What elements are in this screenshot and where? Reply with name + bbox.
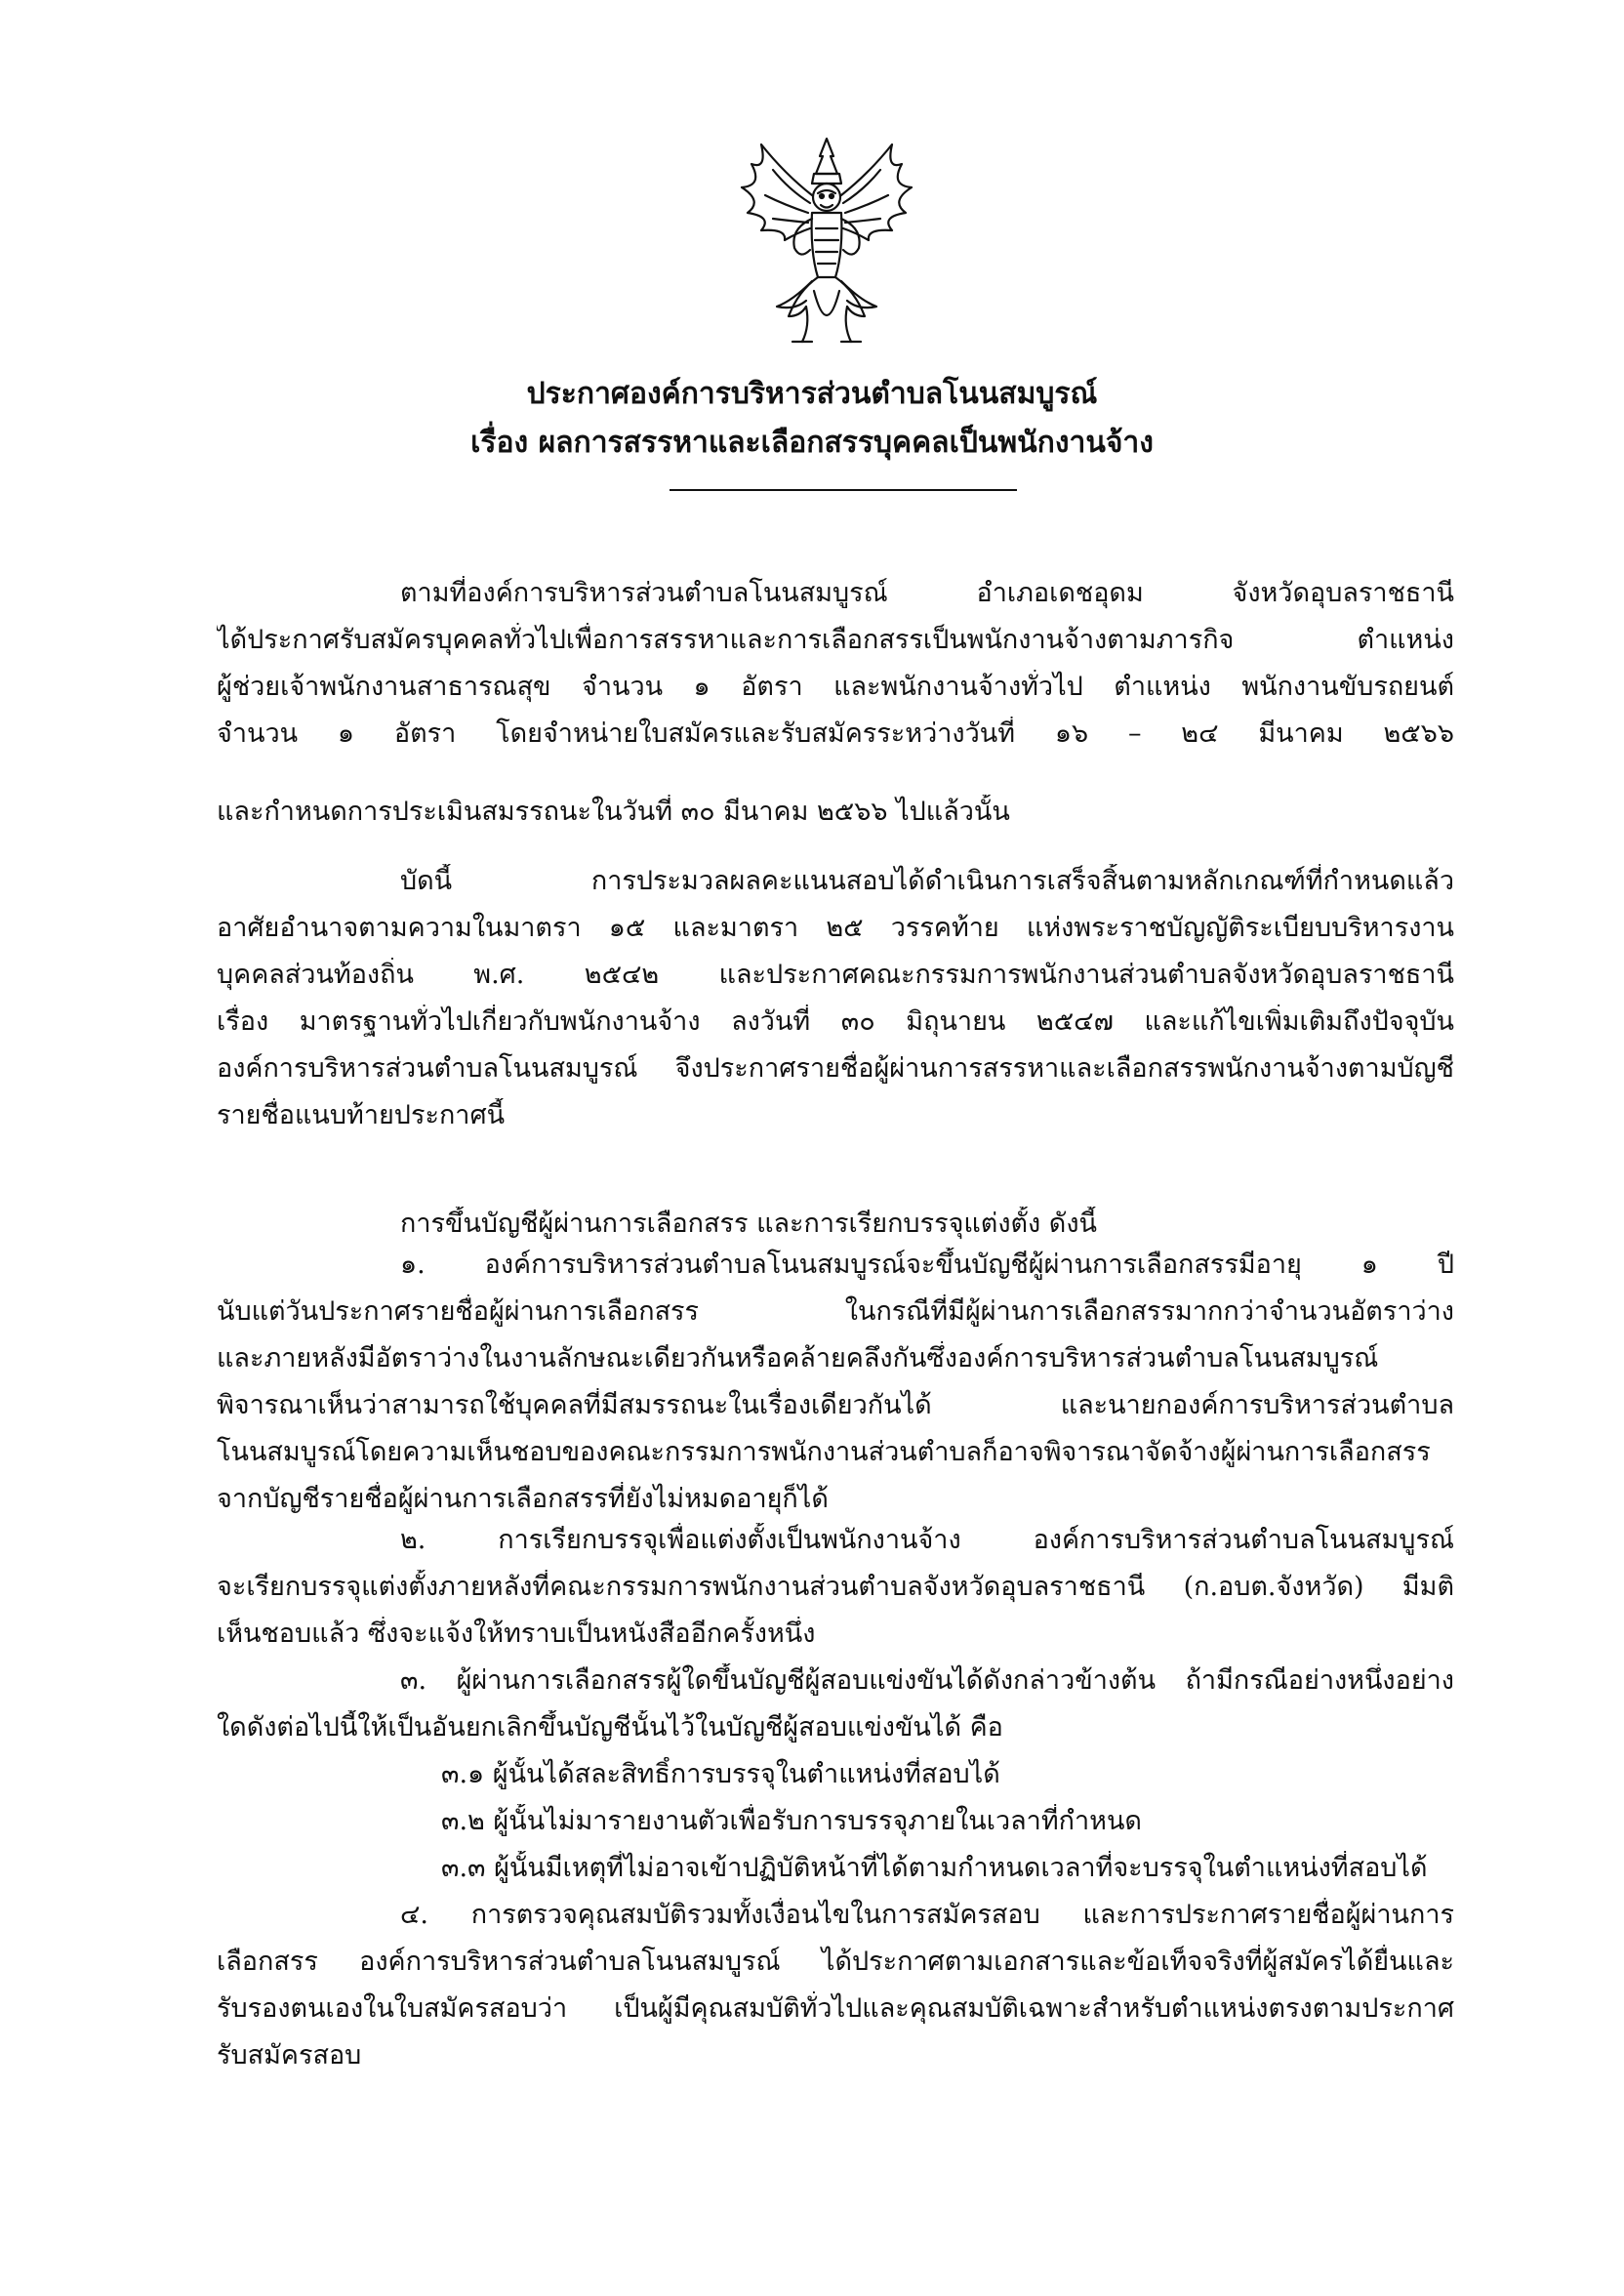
item2-line: ๒. การเรียกบรรจุเพื่อแต่งตั้งเป็นพนักงานจ้าง องค์การบริหารส่วนตำบลโนนสมบูรณ์ xyxy=(400,1525,1454,1555)
item1-line: โนนสมบูรณ์โดยความเห็นชอบของคณะกรรมการพนักงานส่วนตำบลก็อาจพิจารณาจัดจ้างผู้ผ่านการเลือกสรร xyxy=(217,1437,1431,1467)
paragraph1-line: ตามที่องค์การบริหารส่วนตำบลโนนสมบูรณ์ อำเภอเดชอุดม จังหวัดอุบลราชธานี xyxy=(400,578,1454,608)
item3-line: ใดดังต่อไปนี้ให้เป็นอันยกเลิกขึ้นบัญชีนั้นไว้ในบัญชีผู้สอบแข่งขันได้ คือ xyxy=(217,1712,1003,1742)
item3-subitem: ๓.๒ ผู้นั้นไม่มารายงานตัวเพื่อรับการบรรจุภายในเวลาที่กำหนด xyxy=(441,1806,1142,1836)
garuda-emblem-icon xyxy=(734,135,919,349)
item2-line: เห็นชอบแล้ว ซึ่งจะแจ้งให้ทราบเป็นหนังสืออีกครั้งหนึ่ง xyxy=(217,1619,816,1649)
item3-subitem: ๓.๓ ผู้นั้นมีเหตุที่ไม่อาจเข้าปฏิบัติหน้าที่ได้ตามกำหนดเวลาที่จะบรรจุในตำแหน่งที่สอบได้ xyxy=(441,1853,1428,1883)
item1-line: และภายหลังมีอัตราว่างในงานลักษณะเดียวกันหรือคล้ายคลึงกันซึ่งองค์การบริหารส่วนตำบลโนนสมบูรณ์ xyxy=(217,1343,1379,1374)
paragraph2-line: อาศัยอำนาจตามความในมาตรา ๑๕ และมาตรา ๒๕ วรรคท้าย แห่งพระราชบัญญัติระเบียบบริหารงาน xyxy=(217,913,1454,943)
item2-line: จะเรียกบรรจุแต่งตั้งภายหลังที่คณะกรรมการพนักงานส่วนตำบลจังหวัดอุบลราชธานี (ก.อบต.จังหวัด) มีมติ xyxy=(217,1572,1454,1602)
paragraph2-line: องค์การบริหารส่วนตำบลโนนสมบูรณ์ จึงประกาศรายชื่อผู้ผ่านการสรรหาและเลือกสรรพนักงานจ้างตามบัญชี xyxy=(217,1053,1454,1084)
title-divider xyxy=(670,489,1017,491)
item4-line: เลือกสรร องค์การบริหารส่วนตำบลโนนสมบูรณ์ ได้ประกาศตามเอกสารและข้อเท็จจริงที่ผู้สมัครได้ยื่นและ xyxy=(217,1947,1454,1977)
paragraph2-line: บุคคลส่วนท้องถิ่น พ.ศ. ๒๕๔๒ และประกาศคณะกรรมการพนักงานส่วนตำบลจังหวัดอุบลราชธานี xyxy=(217,960,1454,990)
paragraph2-line: บัดนี้ การประมวลผลคะแนนสอบได้ดำเนินการเสร็จสิ้นตามหลักเกณฑ์ที่กำหนดแล้ว xyxy=(400,866,1454,896)
list-intro: การขึ้นบัญชีผู้ผ่านการเลือกสรร และการเรียกบรรจุแต่งตั้ง ดังนี้ xyxy=(400,1209,1097,1239)
page-title-line2: เรื่อง ผลการสรรหาและเลือกสรรบุคคลเป็นพนักงานจ้าง xyxy=(470,426,1154,460)
item1-line: จากบัญชีรายชื่อผู้ผ่านการเลือกสรรที่ยังไม่หมดอายุก็ได้ xyxy=(217,1484,829,1514)
item1-line: ๑. องค์การบริหารส่วนตำบลโนนสมบูรณ์จะขึ้นบัญชีผู้ผ่านการเลือกสรรมีอายุ ๑ ปี xyxy=(400,1250,1454,1280)
item1-line: พิจารณาเห็นว่าสามารถใช้บุคคลที่มีสมรรถนะในเรื่องเดียวกันได้ และนายกองค์การบริหารส่วนตำบล xyxy=(217,1390,1454,1420)
paragraph1-line: ผู้ช่วยเจ้าพนักงานสาธารณสุข จำนวน ๑ อัตรา และพนักงานจ้างทั่วไป ตำแหน่ง พนักงานขับรถยนต์ xyxy=(217,672,1454,702)
item3-subitem: ๓.๑ ผู้นั้นได้สละสิทธิ์การบรรจุในตำแหน่งที่สอบได้ xyxy=(441,1759,1000,1789)
item4-line: ๔. การตรวจคุณสมบัติรวมทั้งเงื่อนไขในการสมัครสอบ และการประกาศรายชื่อผู้ผ่านการ xyxy=(400,1900,1454,1930)
page-title-line1: ประกาศองค์การบริหารส่วนตำบลโนนสมบูรณ์ xyxy=(526,377,1098,411)
item4-line: รับรองตนเองในใบสมัครสอบว่า เป็นผู้มีคุณสมบัติทั่วไปและคุณสมบัติเฉพาะสำหรับตำแหน่งตรงตามประกาศ xyxy=(217,1993,1454,2024)
item1-line: นับแต่วันประกาศรายชื่อผู้ผ่านการเลือกสรร ในกรณีที่มีผู้ผ่านการเลือกสรรมากกว่าจำนวนอัตราว่าง xyxy=(217,1296,1454,1327)
paragraph1-line: จำนวน ๑ อัตรา โดยจำหน่ายใบสมัครและรับสมัครระหว่างวันที่ ๑๖ – ๒๔ มีนาคม ๒๕๖๖ xyxy=(217,718,1454,749)
paragraph2-line: เรื่อง มาตรฐานทั่วไปเกี่ยวกับพนักงานจ้าง ลงวันที่ ๓๐ มิถุนายน ๒๕๔๗ และแก้ไขเพิ่มเติมถึงปัจจุบัน xyxy=(217,1006,1454,1037)
paragraph1-line: และกำหนดการประเมินสมรรถนะในวันที่ ๓๐ มีนาคม ๒๕๖๖ ไปแล้วนั้น xyxy=(217,797,1010,827)
item3-line: ๓. ผู้ผ่านการเลือกสรรผู้ใดขึ้นบัญชีผู้สอบแข่งขันได้ดังกล่าวข้างต้น ถ้ามีกรณีอย่างหนึ่งอย่าง xyxy=(400,1665,1454,1696)
paragraph2-line: รายชื่อแนบท้ายประกาศนี้ xyxy=(217,1100,506,1130)
item4-line: รับสมัครสอบ xyxy=(217,2040,362,2070)
paragraph1-line: ได้ประกาศรับสมัครบุคคลทั่วไปเพื่อการสรรหาและการเลือกสรรเป็นพนักงานจ้างตามภารกิจ ตำแหน่ง xyxy=(217,625,1454,655)
